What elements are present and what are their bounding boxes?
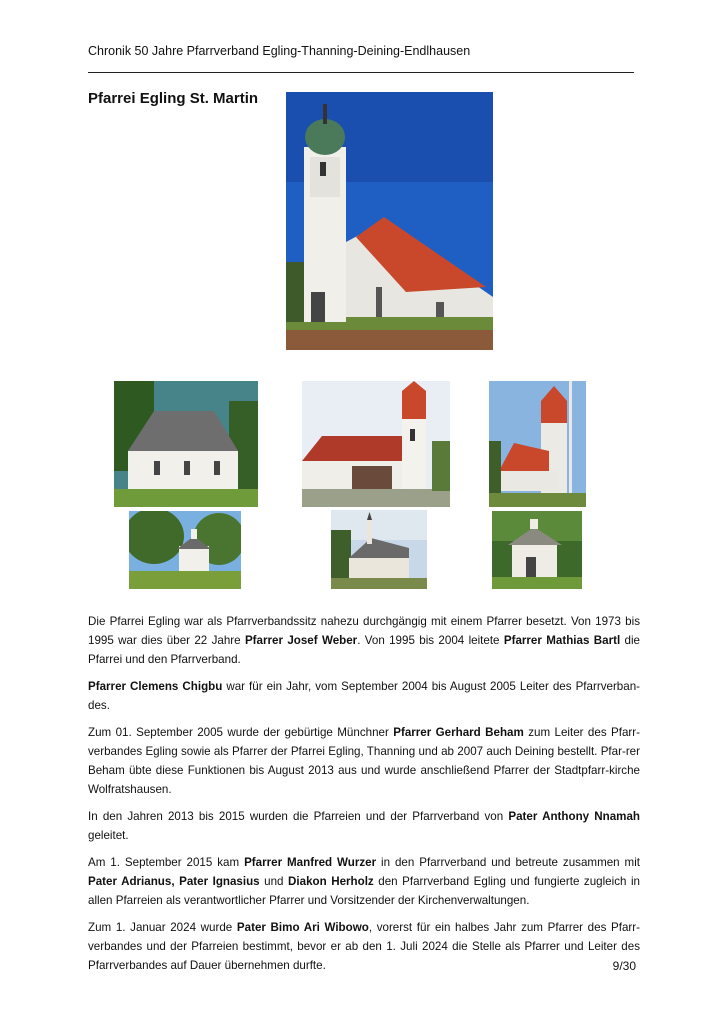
paragraph <box>88 677 640 715</box>
header-divider <box>88 72 634 73</box>
text-run: den Pfarrverband Egling und fungierte zugleich in allen Pfarreien als verantwortlicher Pfarrer und Vorsitzender der Kirchenverwaltungen. <box>88 875 640 907</box>
text-run: Zum 1. Januar 2024 wurde <box>88 921 237 934</box>
bold-name: Diakon Herholz <box>288 875 374 888</box>
text-run: Zum 01. September 2005 wurde der gebürtige Münchner <box>88 726 394 739</box>
text-run: In den Jahren 2013 bis 2015 wurden die Pfarreien und der Pfarrverband von <box>88 810 509 823</box>
main-church-photo <box>286 92 493 350</box>
body-text <box>88 612 640 983</box>
text-run: zum Leiter des Pfarr-verbandes Egling sowie als Pfarrer der Pfarrei Egling, Thanning und ab 2007 auch Deining bestellt. Pfar-rer Beham übte diese Funktionen bis August 2013 aus und wurde anschließend Pfarrer der Stadtpfarr-kirche Wolfratshausen. <box>88 726 641 796</box>
bold-name: Pfarrer Josef Weber <box>244 634 358 647</box>
bold-name: Pater Anthony Nnamah <box>508 810 641 823</box>
chapel-photo-6 <box>492 511 582 589</box>
text-run: , vorerst für ein halbes Jahr zum Pfarrer des Pfarr-verbandes und der Pfarreien bestimmt, bevor er ab den 1. Juli 2024 die Stelle als Pfarrer und Leiter des Pfarrverbandes auf Dauer übernehmen durfte. <box>88 921 641 972</box>
paragraph <box>88 853 640 910</box>
chapel-photo-4 <box>129 511 241 589</box>
chapel-photo-5 <box>331 510 427 589</box>
chapel-photo-1 <box>114 381 258 507</box>
text-run: die Pfarrei und den Pfarrverband. <box>88 634 640 666</box>
paragraph <box>88 612 640 669</box>
text-run: und <box>259 875 289 888</box>
page-number: 9/30 <box>612 959 636 973</box>
bold-name: Pfarrer Gerhard Beham <box>393 726 524 739</box>
text-run: geleitet. <box>88 829 129 842</box>
paragraph <box>88 807 640 845</box>
church-photo-2 <box>302 381 450 507</box>
paragraph <box>88 918 640 975</box>
bold-name: Pfarrer Manfred Wurzer <box>244 856 377 869</box>
bold-name: Pfarrer Mathias Bartl <box>503 634 621 647</box>
paragraph <box>88 723 640 799</box>
text-run: in den Pfarrverband und betreute zusammen mit <box>376 856 640 869</box>
text-run: Die Pfarrei Egling war als Pfarrverbandssitz nahezu durchgängig mit einem Pfarrer besetzt. Von 1973 bis 1995 war dies über 22 Jahre <box>88 615 640 647</box>
bold-name: Pfarrer Clemens Chigbu <box>88 680 223 693</box>
text-run: war für ein Jahr, vom September 2004 bis August 2005 Leiter des Pfarrverban-des. <box>88 680 641 712</box>
text-run: Am 1. September 2015 kam <box>88 856 245 869</box>
bold-name: Pater Adrianus, Pater Ignasius <box>88 875 260 888</box>
section-title: Pfarrei Egling St. Martin <box>88 90 259 107</box>
church-photo-3 <box>489 381 586 507</box>
page-header-title: Chronik 50 Jahre Pfarrverband Egling-Thanning-Deining-Endlhausen <box>88 44 471 58</box>
bold-name: Pater Bimo Ari Wibowo <box>236 921 369 934</box>
text-run: . Von 1995 bis 2004 leitete <box>357 634 504 647</box>
